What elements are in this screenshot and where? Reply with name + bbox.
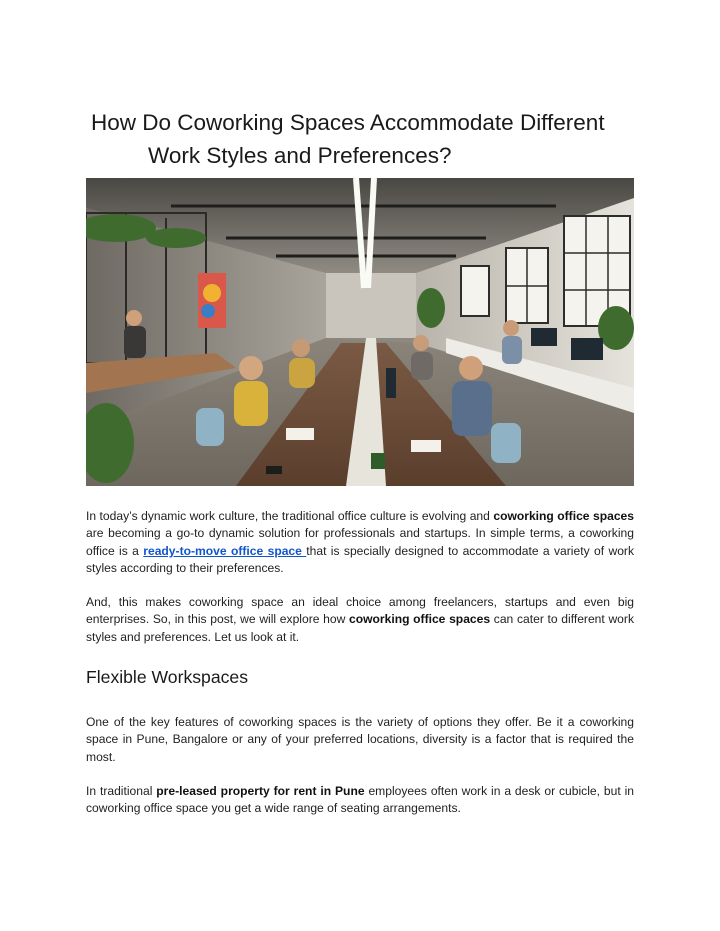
section-heading-flexible-workspaces: Flexible Workspaces [86, 667, 248, 687]
article-title [91, 106, 651, 172]
p1-bold-coworking-office-spaces: coworking office spaces [493, 509, 634, 523]
p2-bold-coworking-office-spaces: coworking office spaces [349, 612, 491, 627]
p2-text-2: can cater to different work styles and preferences. Let us look at it. [86, 612, 634, 644]
paragraph-intro [86, 508, 634, 578]
p2-text-1: And, this makes coworking space an ideal choice among freelancers, startups and even big enterprises. So, in this post, we will explore how [86, 595, 634, 627]
paragraph-explore [86, 594, 634, 646]
title-line-1: How Do Coworking Spaces Accommodate Different [91, 110, 605, 135]
p1-text-1: In today’s dynamic work culture, the traditional office culture is evolving and [86, 509, 494, 523]
paragraph-seating [86, 783, 634, 818]
p4-bold-pre-leased-property: pre-leased property for rent in Pune [156, 784, 365, 798]
p4-text-2: employees often work in a desk or cubicle, but in coworking office space you get a wide range of seating arrangements. [86, 784, 634, 816]
p3-text-1: One of the key features of coworking spaces is the variety of options they offer. Be it a coworking space in Pune, Bangalore or any of your preferred locations, diversity is a factor that is required the most. [86, 715, 634, 764]
paragraph-variety [86, 714, 634, 766]
p4-text-1: In traditional [86, 784, 157, 798]
hero-image [86, 178, 634, 486]
p1-text-3: that is specially designed to accommodate a variety of work styles according to their preferences. [86, 543, 634, 576]
ready-to-move-office-space-link[interactable]: ready-to-move office space [143, 543, 307, 558]
p1-text-2: are becoming a go-to dynamic solution for professionals and startups. In simple terms, a coworking office is a [86, 526, 634, 558]
title-line-2: Work Styles and Preferences? [148, 143, 452, 168]
